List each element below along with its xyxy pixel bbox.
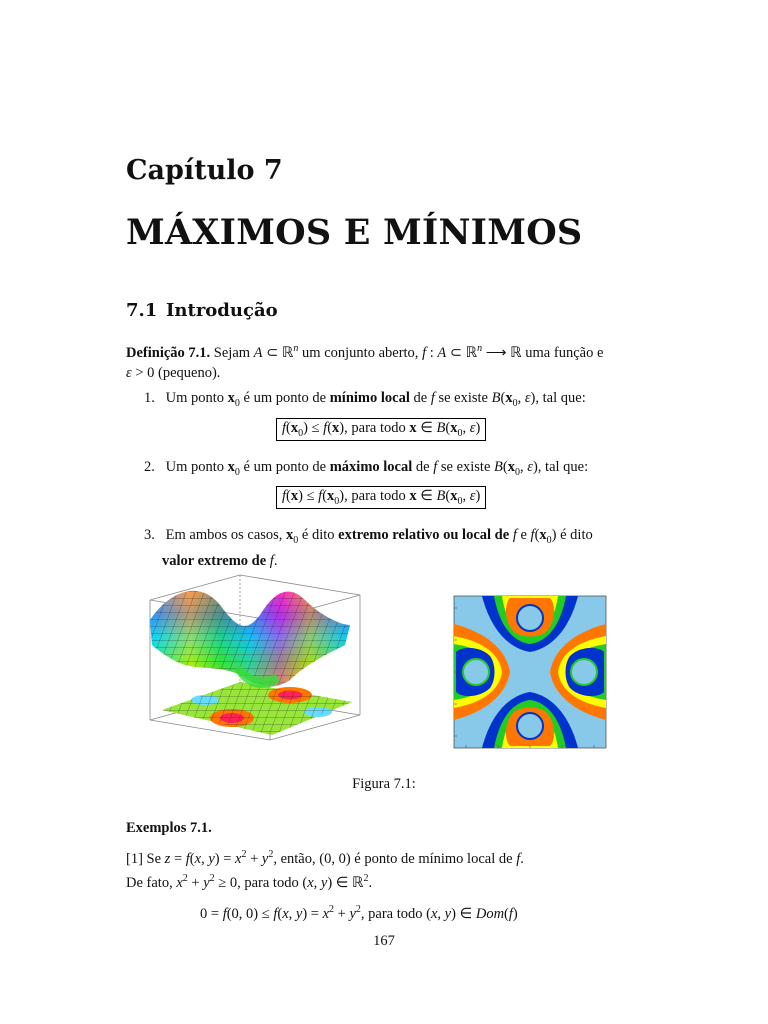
section-number: 7.1 xyxy=(126,300,158,321)
chapter-title: MÁXIMOS E MÍNIMOS xyxy=(126,212,583,253)
definition-paragraph: Definição 7.1. Sejam A ⊂ ℝ$^n$ um conjunto aberto, f : A ⊂ ℝ$^n$ ⟶ ℝ uma função e ε > 0 (pequeno). xyxy=(126,343,604,381)
surface-plot-figure xyxy=(140,570,370,760)
definition-text-2: um conjunto aberto, xyxy=(302,344,419,361)
section-title: Introdução xyxy=(166,300,278,321)
example-1-equation: 0 = f(0, 0) ≤ f(x, $y) = x^2 + y^2$, para todo (x, y) ∈ Dom(f) xyxy=(200,904,518,922)
formula-box-min: $f(x_0) \le f(x)$, para todo x ∈ $B(x_0$, ε) xyxy=(276,418,486,441)
definition-text-1: Sejam xyxy=(213,344,251,361)
examples-label: Exemplos 7.1. xyxy=(126,820,212,836)
formula-box-max: $f(x) \le f(x_0)$, para todo x ∈ $B(x_0$, ε) xyxy=(276,486,486,509)
example-1-line-1: [1] Se z = f(x, $y) = x^2 + y^2$, então, (0, 0) é ponto de mínimo local de f. xyxy=(126,849,524,867)
definition-label: Definição 7.1. xyxy=(126,344,211,361)
section-heading xyxy=(126,300,278,321)
example-1-line-2: De fato, $x^2 + y^2 \ge 0$, para todo (x, y) ∈ ℝ$^2$. xyxy=(126,873,373,891)
definition-text-4: (pequeno). xyxy=(158,364,221,381)
definition-item-1: 1. Um ponto $x_0$ é um ponto de mínimo local de f se existe $B(x_0$, ε), tal que: xyxy=(144,390,586,409)
definition-item-2: 2. Um ponto $x_0$ é um ponto de máximo local de f se existe $B(x_0$, ε), tal que: xyxy=(144,459,589,478)
definition-item-3: 3. Em ambos os casos, $x_0$ é dito extremo relativo ou local de f e $f(x_0)$ é dito valor extremo de f. xyxy=(144,527,593,569)
contour-plot-figure xyxy=(452,594,610,752)
definition-text-3: uma função e xyxy=(525,344,604,361)
figure-caption: Figura 7.1: xyxy=(352,776,416,792)
page-number: 167 xyxy=(373,933,395,949)
chapter-label: Capítulo 7 xyxy=(126,155,283,186)
